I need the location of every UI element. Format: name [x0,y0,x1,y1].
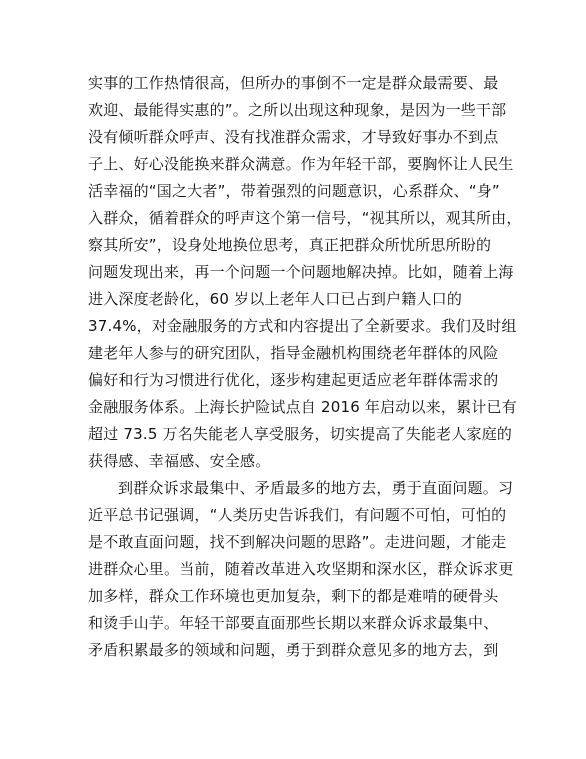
paragraph-2 [88,475,514,664]
text-line: 近平总书记强调，“人类历史告诉我们，有问题不可怕，可怕的 [88,506,507,524]
text-line: 建老年人参与的研究团队，指导金融机构围绕老年群体的风险 [88,344,499,362]
text-line: 察其所安”，设身处地换位思考，真正把群众所忧所思所盼的 [88,236,492,254]
text-line: 没有倾听群众呼声、没有找准群众需求，才导致好事办不到点 [88,128,499,146]
text-line: 超过 73.5 万名失能老人享受服务，切实提高了失能老人家庭的 [88,425,513,443]
text-line: 矛盾积累最多的领域和问题，勇于到群众意见多的地方去，到 [88,641,499,659]
text-line: 进群众心里。当前，随着改革进入攻坚期和深水区，群众诉求更 [88,560,514,578]
text-line: 进入深度老龄化，60 岁以上老年人口已占到户籍人口的 [88,290,463,308]
text-line: 实事的工作热情很高，但所办的事倒不一定是群众最需要、最 [88,74,499,92]
text-line: 欢迎、最能得实惠的”。之所以出现这种现象，是因为一些干部 [88,101,507,119]
text-line: 子上、好心没能换来群众满意。作为年轻干部，要胸怀让人民生 [88,155,514,173]
text-line: 是不敢直面问题，找不到解决问题的思路”。走进问题，才能走 [88,533,507,551]
text-line: 入群众，循着群众的呼声这个第一信号，“视其所以，观其所由， [88,209,522,227]
text-line: 金融服务体系。上海长护险试点自 2016 年启动以来，累计已有 [88,398,517,416]
text-line: 37.4%，对金融服务的方式和内容提出了全新要求。我们及时组 [88,317,517,335]
text-line: 问题发现出来，再一个问题一个问题地解决掉。比如，随着上海 [88,263,514,281]
text-line: 活幸福的“国之大者”，带着强烈的问题意识，心系群众、“身” [88,182,500,200]
text-line-indented: 到群众诉求最集中、矛盾最多的地方去，勇于直面问题。习 [118,479,514,497]
text-line: 加多样，群众工作环境也更加复杂，剩下的都是难啃的硬骨头 [88,587,499,605]
paragraph-1 [88,70,522,475]
text-line: 和烫手山芋。年轻干部要直面那些长期以来群众诉求最集中、 [88,614,499,632]
text-line: 获得感、幸福感、安全感。 [88,452,271,470]
text-line: 偏好和行为习惯进行优化，逐步构建起更适应老年群体需求的 [88,371,499,389]
